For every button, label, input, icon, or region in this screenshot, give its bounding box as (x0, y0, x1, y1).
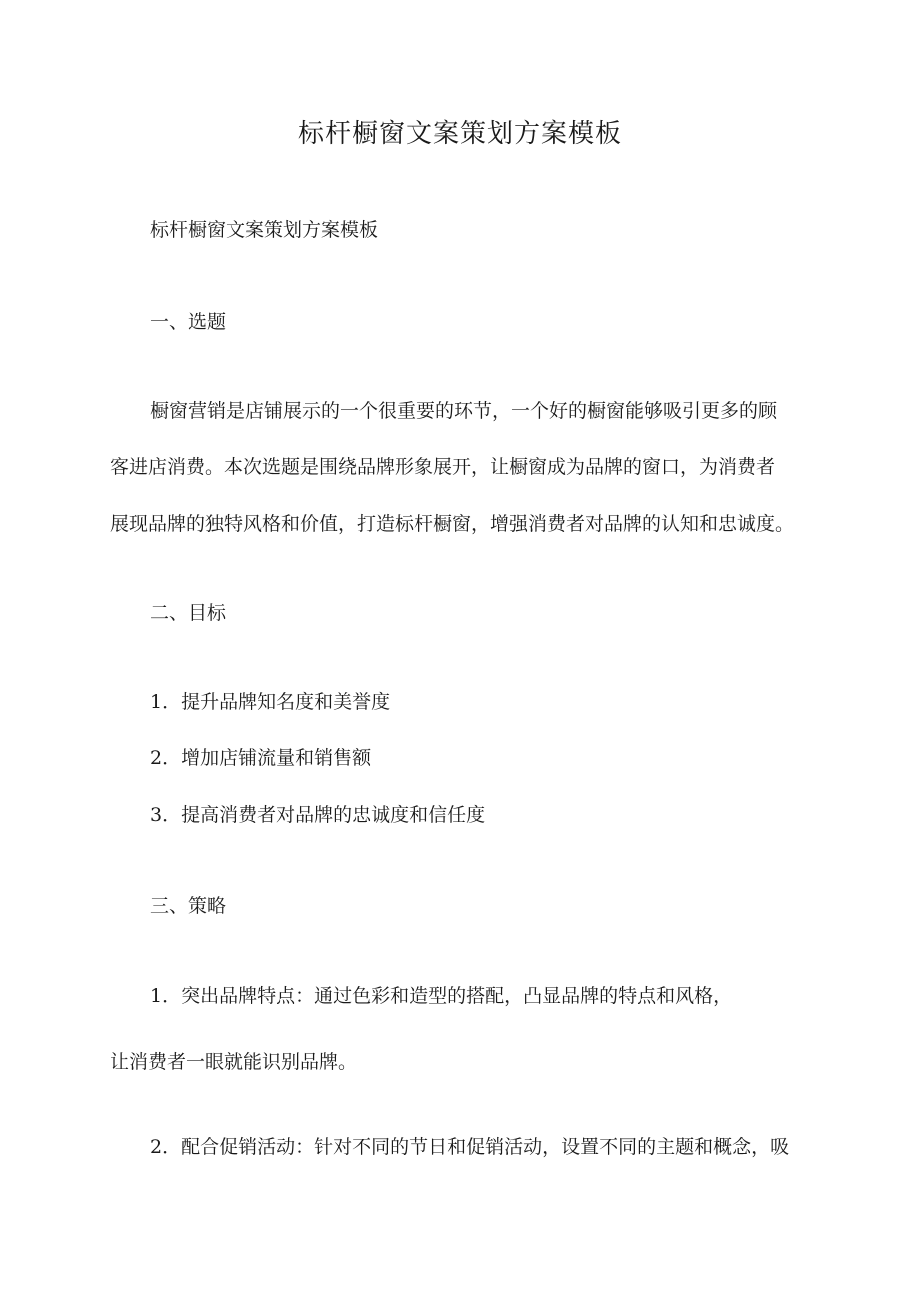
section-heading-1: 一、选题 (150, 311, 227, 333)
section-heading-3: 三、策略 (150, 895, 227, 917)
list-item: 3．提高消费者对品牌的忠诚度和信任度 (150, 804, 486, 826)
list-item: 1．提升品牌知名度和美誉度 (150, 691, 391, 713)
list-item: 1．突出品牌特点：通过色彩和造型的搭配，凸显品牌的特点和风格， (150, 985, 733, 1007)
paragraph-line: 客进店消费。本次选题是围绕品牌形象展开，让橱窗成为品牌的窗口，为消费者 (110, 456, 776, 478)
list-item-continuation: 让消费者一眼就能识别品牌。 (110, 1051, 358, 1073)
list-item: 2．配合促销活动：针对不同的节日和促销活动，设置不同的主题和概念，吸 (150, 1136, 790, 1158)
list-item: 2．增加店铺流量和销售额 (150, 747, 372, 769)
document-subtitle: 标杆橱窗文案策划方案模板 (150, 219, 379, 241)
section-heading-2: 二、目标 (150, 602, 227, 624)
paragraph-line: 橱窗营销是店铺展示的一个很重要的环节，一个好的橱窗能够吸引更多的顾 (150, 400, 778, 422)
document-title: 标杆橱窗文案策划方案模板 (297, 119, 622, 149)
paragraph-line: 展现品牌的独特风格和价值，打造标杆橱窗，增强消费者对品牌的认知和忠诚度。 (110, 513, 795, 535)
